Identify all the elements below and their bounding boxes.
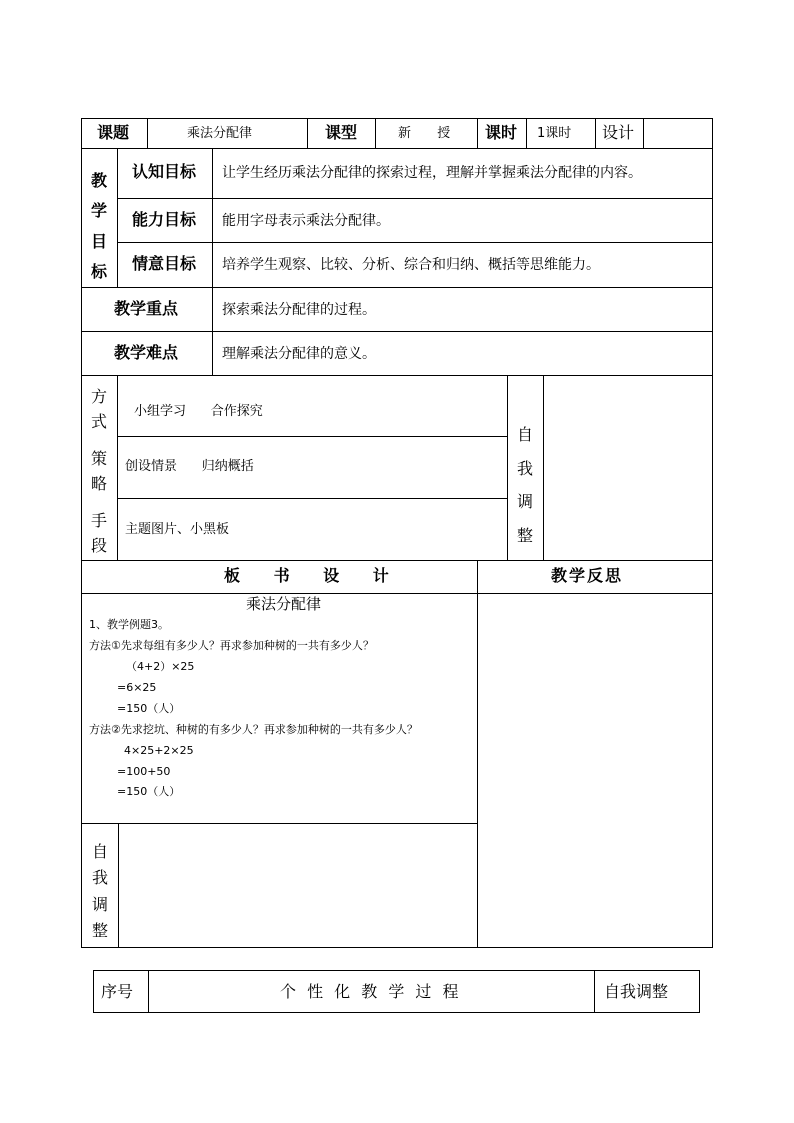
board-line: 方法①先求每组有多少人？再求参加种树的一共有多少人？ xyxy=(89,639,374,652)
process-title: 个 性 化 教 学 过 程 xyxy=(280,982,462,1001)
board-line: =6×25 xyxy=(117,681,157,694)
board-line: 1、教学例题3。 xyxy=(89,618,169,631)
process-adjust-label: 自我调整 xyxy=(604,982,669,1001)
method-text-approach: 小组学习 合作探究 xyxy=(134,404,263,419)
board-line: =150（人） xyxy=(117,702,181,715)
objective-label-cognitive: 认知目标 xyxy=(132,162,197,181)
hours-value: 1课时 xyxy=(537,126,572,141)
hours-label: 课时 xyxy=(485,123,518,142)
objective-text-emotion: 培养学生观察、比较、分析、综合和归纳、概括等思维能力。 xyxy=(222,257,600,273)
topic-value: 乘法分配律 xyxy=(187,126,253,141)
type-value: 新 授 xyxy=(398,126,457,141)
board-self-adjust-label: 自 我 调 整 xyxy=(92,842,109,941)
objectives-group-label: 教 学 目 标 xyxy=(91,171,108,282)
reflection-header: 教学反思 xyxy=(551,566,624,585)
method-label-approach: 方 式 xyxy=(91,387,108,431)
board-line: =150（人） xyxy=(117,785,181,798)
method-self-adjust-label: 自 我 调 整 xyxy=(517,425,534,545)
method-text-strategy: 创设情景 归纳概括 xyxy=(125,459,254,474)
board-line: =100+50 xyxy=(117,765,171,778)
type-label: 课型 xyxy=(325,123,358,142)
design-label: 设计 xyxy=(602,123,635,142)
difficulty-label: 教学难点 xyxy=(114,343,179,362)
board-line: （4+2）×25 xyxy=(126,660,195,673)
key-point-text: 探索乘法分配律的过程。 xyxy=(222,302,376,318)
topic-label: 课题 xyxy=(97,123,130,142)
process-index-label: 序号 xyxy=(101,982,134,1001)
key-point-label: 教学重点 xyxy=(114,299,179,318)
method-label-strategy: 策 略 xyxy=(91,449,108,493)
board-title: 乘法分配律 xyxy=(246,595,322,613)
board-line: 4×25+2×25 xyxy=(124,744,194,757)
board-design-header: 板 书 设 计 xyxy=(224,566,403,585)
method-label-means: 手 段 xyxy=(91,511,108,555)
difficulty-text: 理解乘法分配律的意义。 xyxy=(222,346,376,362)
objective-text-cognitive: 让学生经历乘法分配律的探索过程，理解并掌握乘法分配律的内容。 xyxy=(222,165,642,181)
objective-label-ability: 能力目标 xyxy=(132,210,197,229)
objective-text-ability: 能用字母表示乘法分配律。 xyxy=(222,213,390,229)
objective-label-emotion: 情意目标 xyxy=(132,254,197,273)
method-text-means: 主题图片、小黑板 xyxy=(125,522,230,537)
board-line: 方法②先求挖坑、种树的有多少人？再求参加种树的一共有多少人？ xyxy=(89,723,418,736)
